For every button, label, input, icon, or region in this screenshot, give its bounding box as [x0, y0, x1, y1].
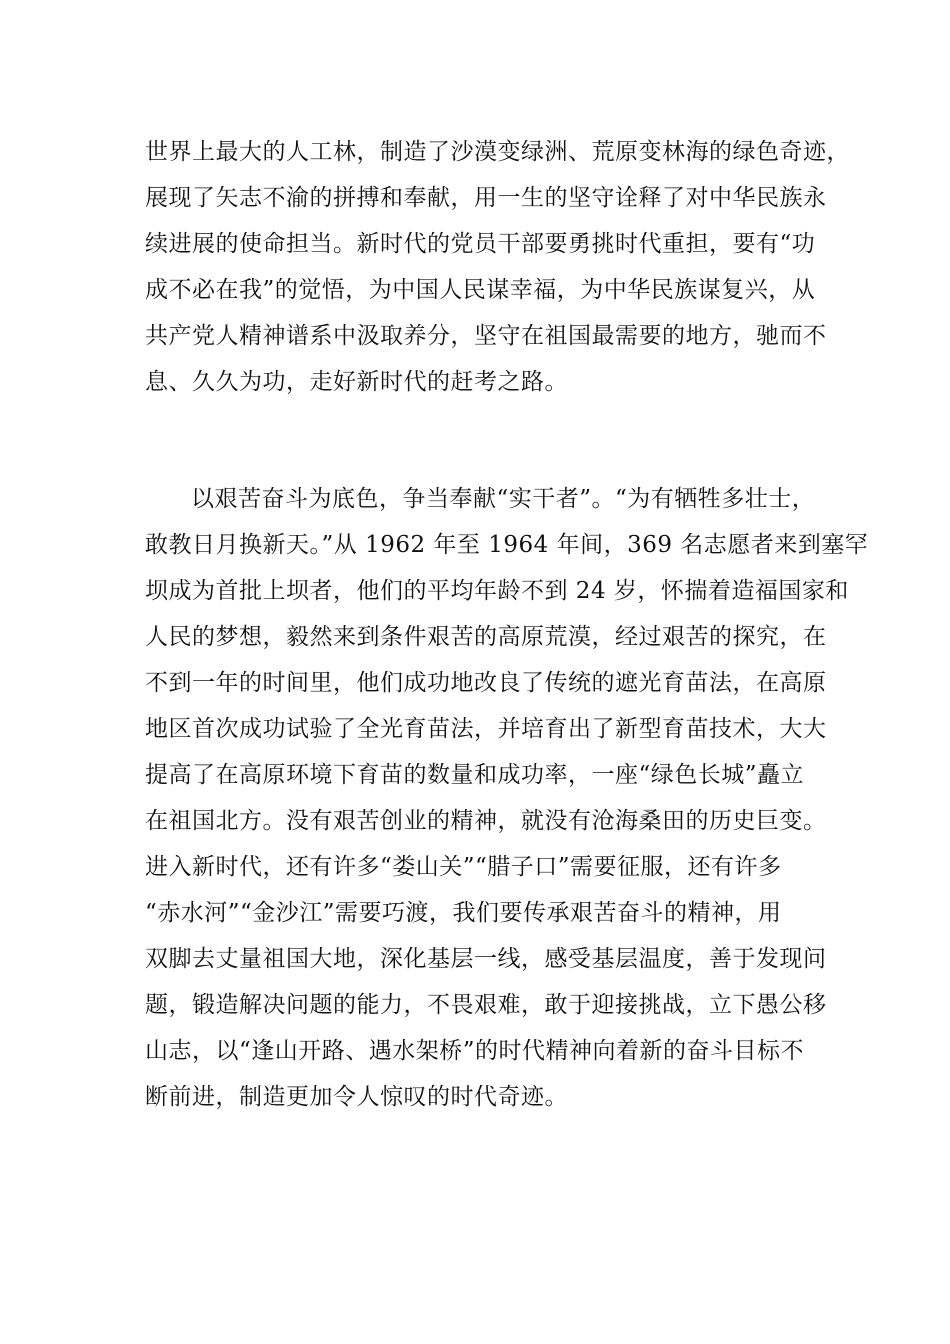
- paragraph-line: 共产党人精神谱系中汲取养分，坚守在祖国最需要的地方，驰而不: [145, 323, 827, 349]
- paragraph-line: 提高了在高原环境下育苗的数量和成功率，一座“绿色长城”矗立: [145, 762, 805, 788]
- paragraph-line: 不到一年的时间里，他们成功地改良了传统的遮光育苗法，在高原: [145, 670, 827, 696]
- paragraph-line: 地区首次成功试验了全光育苗法，并培育出了新型育苗技术，大大: [145, 716, 827, 742]
- paragraph-line: 断前进，制造更加令人惊叹的时代奇迹。: [145, 1084, 568, 1110]
- paragraph-line: 续进展的使命担当。新时代的党员干部要勇挑时代重担，要有“功: [145, 231, 816, 257]
- paragraph-line: 成不必在我”的觉悟，为中国人民谋幸福，为中华民族谋复兴，从: [145, 277, 816, 303]
- paragraph-line: “赤水河”“金沙江”需要巧渡，我们要传承艰苦奋斗的精神，用: [145, 900, 782, 926]
- paragraph-line: 双脚去丈量祖国大地，深化基层一线，感受基层温度，善于发现问: [145, 946, 827, 972]
- paragraph-line: 在祖国北方。没有艰苦创业的精神，就没有沧海桑田的历史巨变。: [145, 808, 827, 834]
- paragraph-line: 山志，以“逢山开路、遇水架桥”的时代精神向着新的奋斗目标不: [145, 1038, 805, 1064]
- paragraph-line: 敢教日月换新天。”从 1962 年至 1964 年间，369 名志愿者来到塞罕: [145, 532, 869, 558]
- paragraph-line: 息、久久为功，走好新时代的赶考之路。: [145, 369, 568, 395]
- paragraph-line: 世界上最大的人工林，制造了沙漠变绿洲、荒原变林海的绿色奇迹，: [145, 139, 850, 165]
- paragraph-line: 坝成为首批上坝者，他们的平均年龄不到 24 岁，怀揣着造福国家和: [145, 578, 849, 604]
- paragraph-line: 展现了矢志不渝的拼搏和奉献，用一生的坚守诠释了对中华民族永: [145, 185, 827, 211]
- paragraph-line: 人民的梦想，毅然来到条件艰苦的高原荒漠，经过艰苦的探究，在: [145, 624, 827, 650]
- paragraph-line: 进入新时代，还有许多“娄山关”“腊子口”需要征服，还有许多: [145, 854, 782, 880]
- paragraph-line: 题，锻造解决问题的能力，不畏艰难，敢于迎接挑战，立下愚公移: [145, 992, 827, 1018]
- paragraph-line: 以艰苦奋斗为底色，争当奉献“实干者”。“为有牺牲多壮士，: [191, 486, 816, 512]
